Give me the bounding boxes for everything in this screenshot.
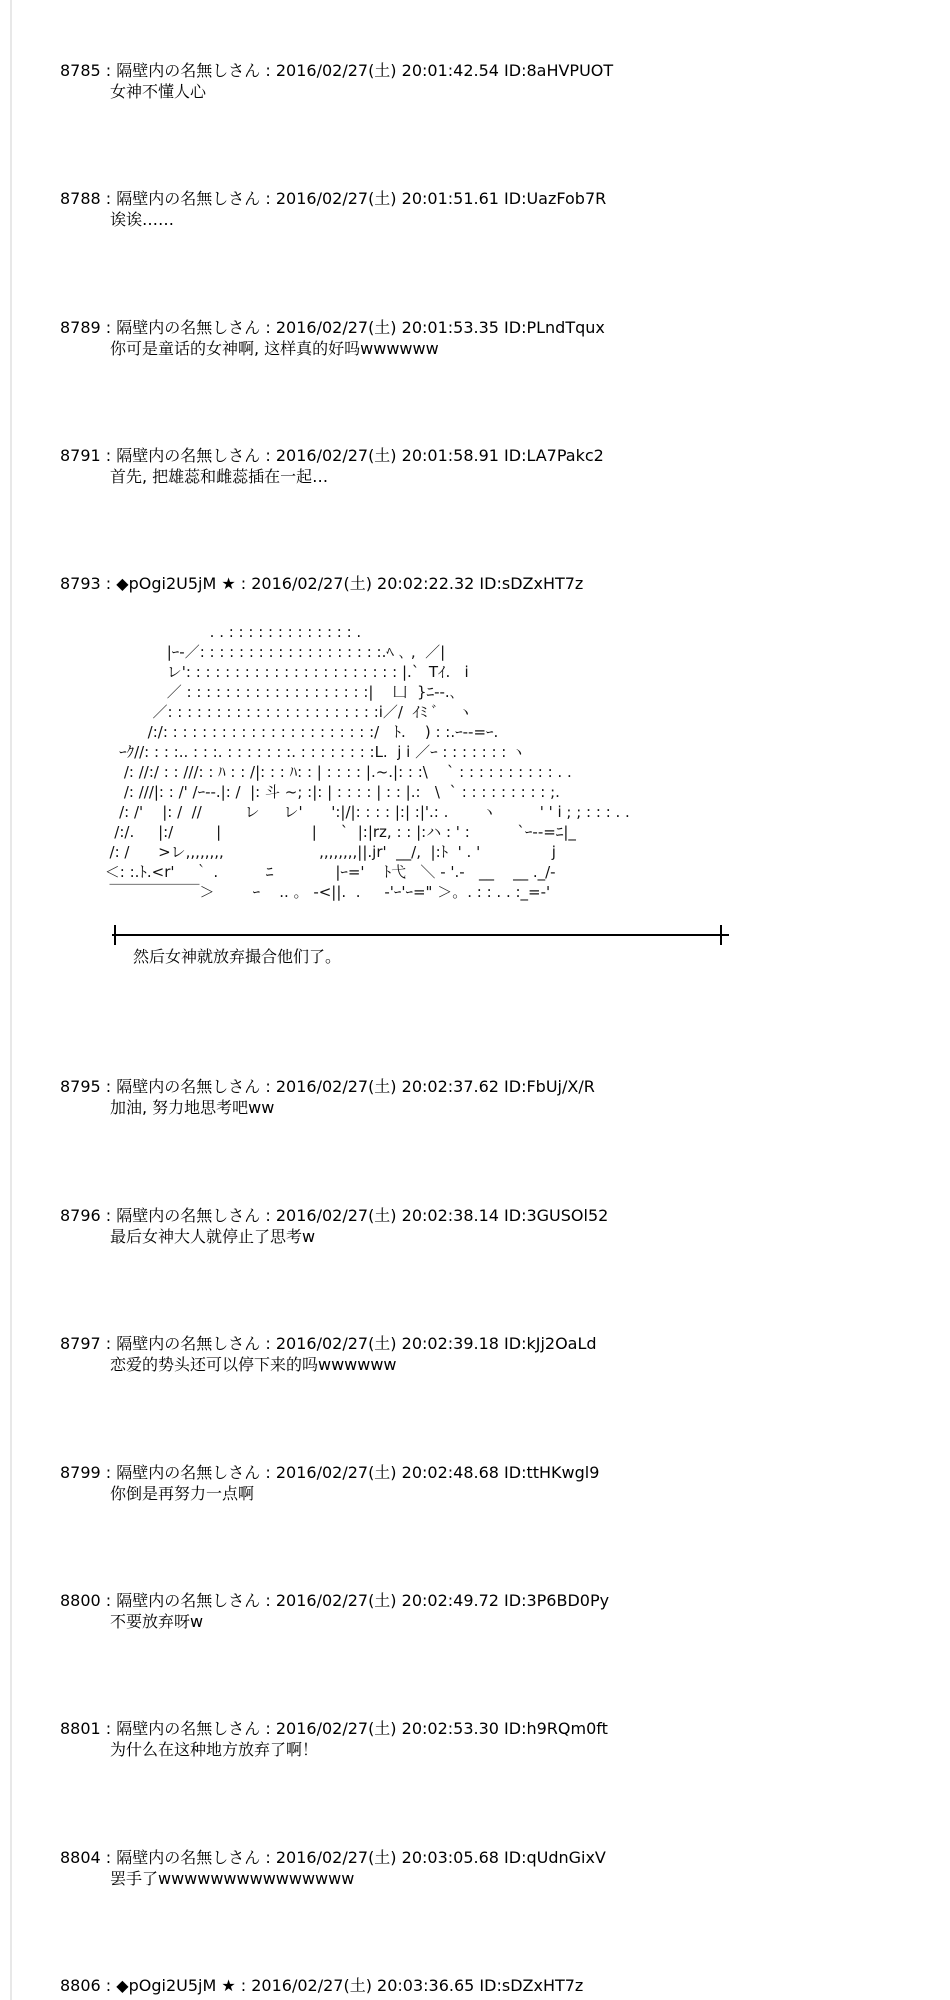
- ascii-art-rule: [112, 934, 729, 936]
- post-body: 你倒是再努力一点啊: [110, 1484, 255, 1503]
- post-body: 不要放弃呀w: [110, 1612, 204, 1631]
- post-body: 为什么在这种地方放弃了啊！: [110, 1740, 319, 1759]
- post-header: 8797 : 隔壁内の名無しさん : 2016/02/27(土) 20:02:39.18 ID:kJj2OaLd: [60, 1334, 597, 1353]
- post-8785: [60, 60, 613, 102]
- post-header: 8801 : 隔壁内の名無しさん : 2016/02/27(土) 20:02:53.30 ID:h9RQm0ft: [60, 1719, 608, 1738]
- post-8804: [60, 1847, 606, 1889]
- post-8795: [60, 1076, 595, 1118]
- post-8789: [60, 317, 605, 359]
- post-8799: [60, 1462, 599, 1504]
- post-body: 诶诶……: [110, 210, 175, 229]
- page-left-border: [10, 0, 12, 2000]
- post-body: 女神不懂人心: [110, 82, 207, 101]
- post-8806: [60, 1975, 583, 1996]
- post-8793: [60, 573, 583, 594]
- post-header: 8796 : 隔壁内の名無しさん : 2016/02/27(土) 20:02:38.14 ID:3GUSOl52: [60, 1206, 609, 1225]
- post-header: 8795 : 隔壁内の名無しさん : 2016/02/27(土) 20:02:37.62 ID:FbUj/X/R: [60, 1077, 595, 1096]
- ascii-art-caption: 然后女神就放弃撮合他们了。: [133, 947, 342, 966]
- post-header: 8800 : 隔壁内の名無しさん : 2016/02/27(土) 20:02:49.72 ID:3P6BD0Py: [60, 1591, 610, 1610]
- post-body: 你可是童话的女神啊, 这样真的好吗wwwwww: [110, 339, 439, 358]
- post-header: 8785 : 隔壁内の名無しさん : 2016/02/27(土) 20:01:42.54 ID:8aHVPUOT: [60, 61, 614, 80]
- post-body: 恋爱的势头还可以停下来的吗wwwwww: [110, 1355, 397, 1374]
- post-body: 首先, 把雄蕊和雌蕊插在一起…: [110, 467, 329, 486]
- ascii-art-rule-right-tick: [720, 925, 722, 945]
- post-body: 罢手了wwwwwwwwwwwwwww: [110, 1869, 355, 1888]
- post-header: 8791 : 隔壁内の名無しさん : 2016/02/27(土) 20:01:58.91 ID:LA7Pakc2: [60, 446, 604, 465]
- post-header: 8789 : 隔壁内の名無しさん : 2016/02/27(土) 20:01:53.35 ID:PLndTqux: [60, 318, 605, 337]
- post-8788: [60, 188, 606, 230]
- post-8796: [60, 1205, 608, 1247]
- post-header: 8799 : 隔壁内の名無しさん : 2016/02/27(土) 20:02:48.68 ID:ttHKwgl9: [60, 1463, 600, 1482]
- post-header: 8804 : 隔壁内の名無しさん : 2016/02/27(土) 20:03:05.68 ID:qUdnGixV: [60, 1848, 606, 1867]
- post-8800: [60, 1590, 609, 1632]
- post-8791: [60, 445, 604, 487]
- post-8801: [60, 1718, 608, 1760]
- post-header: 8793 : ◆pOgi2U5jM ★ : 2016/02/27(土) 20:02:22.32 ID:sDZxHT7z: [60, 574, 584, 593]
- post-header: 8788 : 隔壁内の名無しさん : 2016/02/27(土) 20:01:51.61 ID:UazFob7R: [60, 189, 607, 208]
- post-header: 8806 : ◆pOgi2U5jM ★ : 2016/02/27(土) 20:03:36.65 ID:sDZxHT7z: [60, 1976, 584, 1995]
- ascii-art: . . : : : : : : : : : : : : : . |ｰ-／: : : : : : : : : : : : : : : : : : :.ﾍ ､ , ／| レ': : : : : : : : : : : : : : : : : : : : : : |.` Tｲ. i ／ : : : : : : : : : : : : : : : : : : :| 凵 }ﾆ--.､ ／: : : : : : : : : : : : : : : : : : : : : :i／/ ｲﾐ ﾞ ヽ /:/: : : : : : : : : : : : : : : : : : : : : :/ ﾄ. ) : :.ｰ--=ｰ. ｰｸ//: : : :.. : : :. : : : : : : :. : : : : : : : :L. j i ／ｰ : : : : : : : ヽ /: //:/ : : ///: : ﾊ : : /|: : : ﾊ: : | : : : : |.~.|: : :\ ` : : : : : : : : : : . . /: ///|: : /' /ｰ--.|: / |: 斗 ~; :|: | : : : : | : : |.: \ ` : : : : : : : : : ;. /: /' |: / // レ レ' ':|/|: : : : |:| :|'.: . ヽ ' ' i ; ; : : : . . /:/. |:/ | | ` |:|rz, : : |:ハ : ' : `ｰ--=ﾆ|_ /: / >レ,,,,,,,, ,,,,,,,,||.jr' __/, |:ﾄ ' . ' j ＜: :.ﾄ.<r' ｀ . ﾆ |ｰ=' ﾄ弋 ＼ - '.- __ __ ._/- ￣￣￣￣￣￣＞ ｰ .. 。 -<||. . -'ｰ'ｰ=" ＞。. : : . . :_=-': [104, 623, 630, 901]
- post-body: 最后女神大人就停止了思考w: [110, 1227, 316, 1246]
- post-8797: [60, 1333, 597, 1375]
- post-body: 加油, 努力地思考吧ww: [110, 1098, 275, 1117]
